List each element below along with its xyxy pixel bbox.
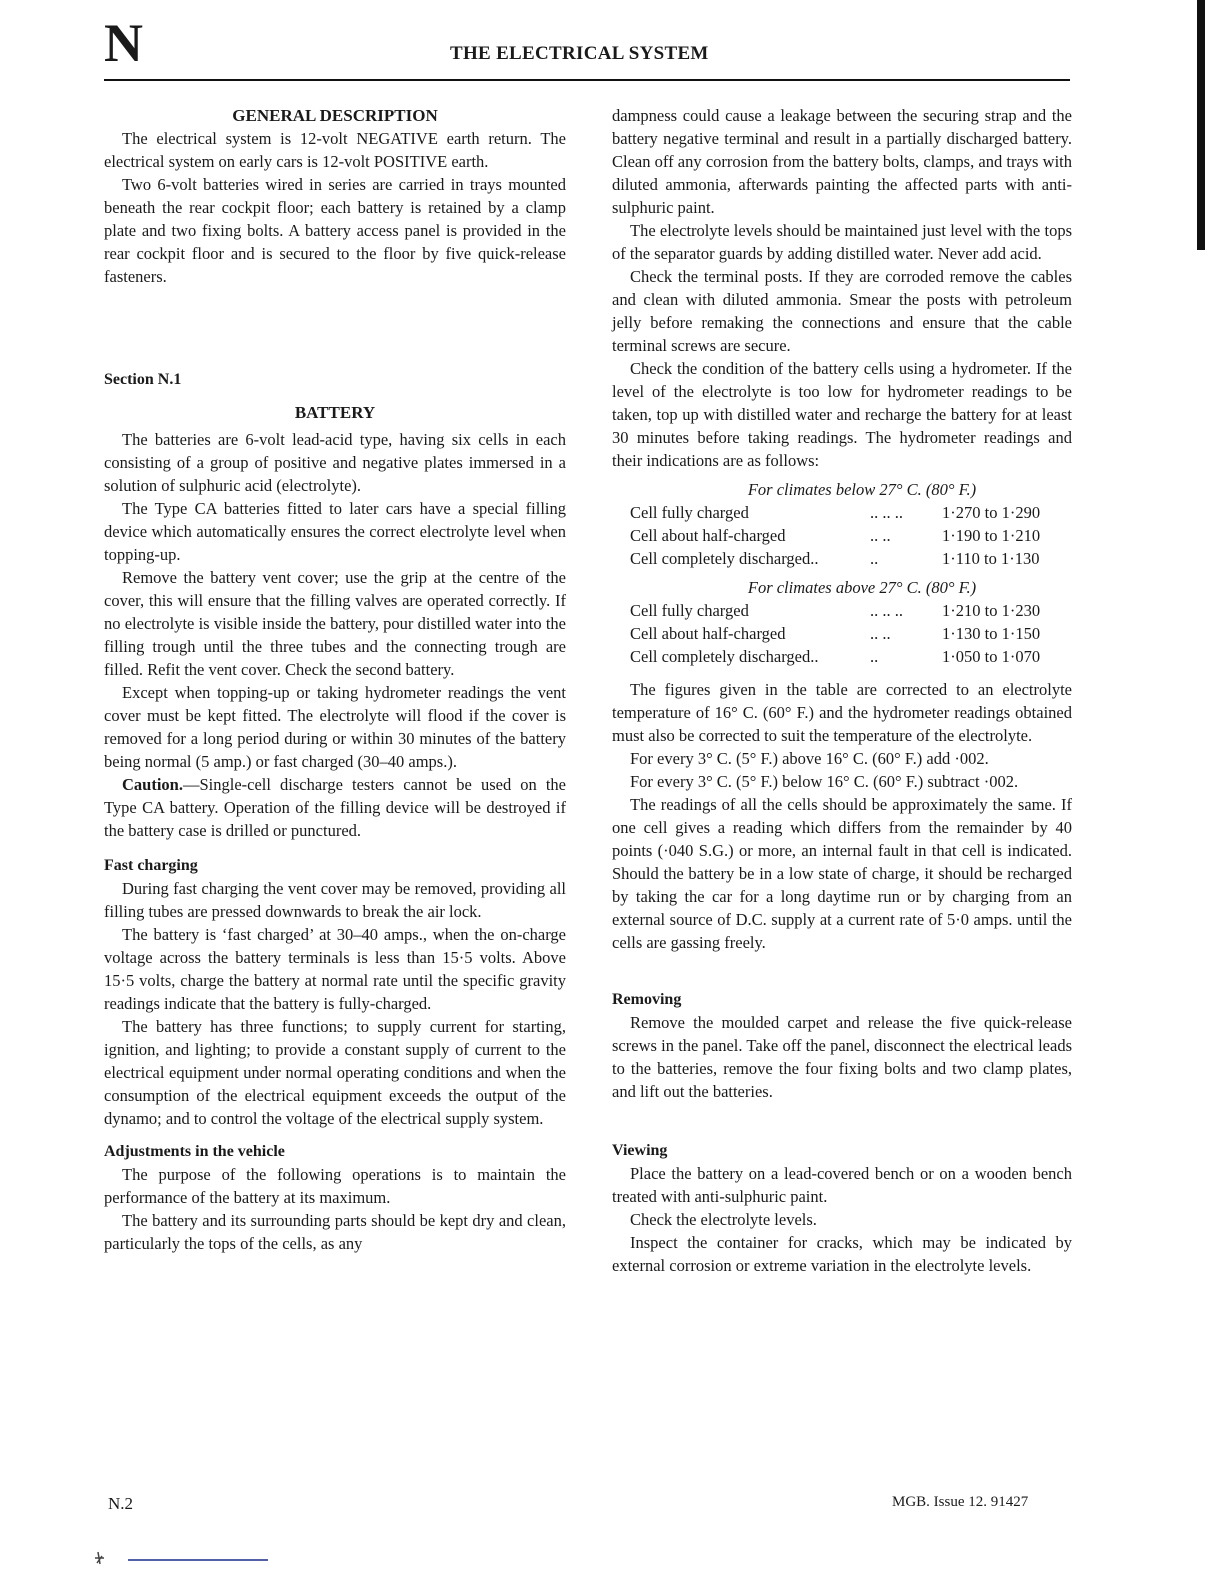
table-row [612,547,1072,570]
section-label: Section N.1 [104,371,182,388]
paragraph: During fast charging the vent cover may be removed, providing all filling tubes are pressed downwards to break the air lock. [104,879,566,921]
hydrometer-table-above [612,576,1072,668]
paragraph: For every 3° C. (5° F.) above 16° C. (60° F.) add ·002. [630,749,989,768]
table-row [612,599,1072,622]
table-row [612,524,1072,547]
row-leader: .. .. .. [870,601,903,620]
scan-edge-bar [1197,0,1205,250]
page-number: N.2 [108,1494,134,1513]
paragraph: The battery has three functions; to supply current for starting, ignition, and lighting; to provide a constant supply of current to the electrical equipment under normal operating conditions and when the consumption of the electrical equipment exceeds the output of the dynamo; and to control the voltage of the electrical supply system. [104,1017,566,1128]
paragraph: Place the battery on a lead-covered bench or on a wooden bench treated with anti-sulphuric paint. [612,1164,1072,1206]
table-caption: For climates above 27° C. (80° F.) [747,578,977,597]
paragraph: The battery and its surrounding parts should be kept dry and clean, particularly the tops of the cells, as any [104,1211,566,1253]
hydrometer-table-below [612,478,1072,570]
paragraph: Remove the moulded carpet and release the five quick-release screws in the panel. Take off the panel, disconnect the electrical leads to the batteries, remove the four fixing bolts and two clamp plates, and lift out the batteries. [612,1013,1072,1101]
row-label: Cell fully charged [630,601,749,620]
row-value: 1·110 to 1·130 [942,549,1040,568]
paragraph: Check the terminal posts. If they are corroded remove the cables and clean with diluted ammonia. Smear the posts with petroleum jelly before remaking the connections and ensure that the cable terminal screws are secure. [612,267,1072,355]
row-leader: .. .. [870,624,891,643]
row-label: Cell about half-charged [630,526,786,545]
row-label: Cell fully charged [630,503,749,522]
paragraph: For every 3° C. (5° F.) below 16° C. (60° F.) subtract ·002. [630,772,1019,791]
row-label: Cell about half-charged [630,624,786,643]
paragraph: Check the electrolyte levels. [630,1210,817,1229]
row-label: Cell completely discharged.. [630,647,819,666]
paragraph: The readings of all the cells should be approximately the same. If one cell gives a reading which differs from the remainder by 40 points (·040 S.G.) or more, an internal fault in that cell is indicated. Should the battery be in a low state of charge, it should be recharged by taking the car for a long daytime run or by charging from an external source of D.C. supply at a current rate of 5·0 amps. until the cells are gassing freely. [612,795,1072,952]
row-value: 1·210 to 1·230 [942,601,1041,620]
row-value: 1·050 to 1·070 [942,647,1041,666]
row-value: 1·130 to 1·150 [942,624,1041,643]
general-description-heading: GENERAL DESCRIPTION [232,106,438,125]
row-value: 1·270 to 1·290 [942,503,1041,522]
paragraph: Except when topping-up or taking hydrometer readings the vent cover must be kept fitted. The electrolyte will flood if the cover is removed for a long period during or within 30 minutes of the battery being normal (5 amp.) or fast charged (30–40 amps.). [104,683,566,771]
header-rule [104,79,1070,81]
paragraph: The batteries are 6-volt lead-acid type, having six cells in each consisting of a group of positive and negative plates immersed in a solution of sulphuric acid (electrolyte). [104,430,566,495]
row-leader: .. [870,647,879,666]
paragraph: The figures given in the table are corrected to an electrolyte temperature of 16° C. (60° F.) and the hydrometer readings obtained must also be corrected to suit the temperature of the electrolyte. [612,680,1072,745]
table-row [612,645,1072,668]
paragraph: Remove the battery vent cover; use the grip at the centre of the cover, this will ensure that the filling valves are operated correctly. If no electrolyte is visible inside the battery, pour distilled water into the filling trough until the three tubes and the connecting trough are filled. Refit the vent cover. Check the second battery. [104,568,566,679]
caution-paragraph [104,773,566,842]
paragraph: Inspect the container for cracks, which may be indicated by external corrosion or extreme variation in the electrolyte levels. [612,1233,1072,1275]
removing-heading: Removing [612,991,682,1008]
paragraph: Check the condition of the battery cells using a hydrometer. If the level of the electrolyte is too low for hydrometer readings to be taken, top up with distilled water and recharge the battery for at least 30 minutes before taking readings. The hydrometer readings and their indications are as follows: [612,359,1072,470]
paragraph: The Type CA batteries fitted to later cars have a special filling device which automatically ensures the correct electrolyte level when topping-up. [104,499,566,564]
left-column [104,104,566,1255]
paragraph: The electrical system is 12-volt NEGATIVE earth return. The electrical system on early cars is 12-volt POSITIVE earth. [104,129,566,171]
viewing-heading: Viewing [612,1142,668,1159]
scan-artifact-icon [88,1548,268,1568]
row-leader: .. .. .. [870,503,903,522]
table-row [612,622,1072,645]
paragraph: The battery is ‘fast charged’ at 30–40 amps., when the on-charge voltage across the battery terminals is less than 15·5 volts. Above 15·5 volts, charge the battery at normal rate until the specific gravity readings indicate that the battery is fully-charged. [104,925,566,1013]
right-column [612,104,1072,1277]
row-leader: .. .. [870,526,891,545]
row-value: 1·190 to 1·210 [942,526,1041,545]
fast-charging-heading: Fast charging [104,857,198,874]
paragraph: The purpose of the following operations is to maintain the performance of the battery at its maximum. [104,1165,566,1207]
row-leader: .. [870,549,879,568]
caution-text: —Single-cell discharge testers cannot be used on the Type CA battery. Operation of the filling device will be destroyed if the battery case is drilled or punctured. [104,775,566,840]
issue-info: MGB. Issue 12. 91427 [892,1494,1029,1510]
row-label: Cell completely discharged.. [630,549,819,568]
table-row [612,501,1072,524]
battery-heading: BATTERY [294,403,376,422]
section-letter: N [104,13,142,73]
paragraph: The electrolyte levels should be maintained just level with the tops of the separator guards by adding distilled water. Never add acid. [612,221,1072,263]
paragraph: dampness could cause a leakage between the securing strap and the battery negative terminal and result in a partially discharged battery. Clean off any corrosion from the battery bolts, clamps, and trays with diluted ammonia, afterwards painting the affected parts with anti-sulphuric paint. [612,106,1072,217]
caution-label: Caution. [122,775,183,794]
table-caption: For climates below 27° C. (80° F.) [747,480,977,499]
page-title: THE ELECTRICAL SYSTEM [450,43,709,64]
paragraph: Two 6-volt batteries wired in series are carried in trays mounted beneath the rear cockpit floor; each battery is retained by a clamp plate and two fixing bolts. A battery access panel is provided in the rear cockpit floor and is secured to the floor by five quick-release fasteners. [104,175,566,286]
adjustments-heading: Adjustments in the vehicle [104,1143,285,1160]
